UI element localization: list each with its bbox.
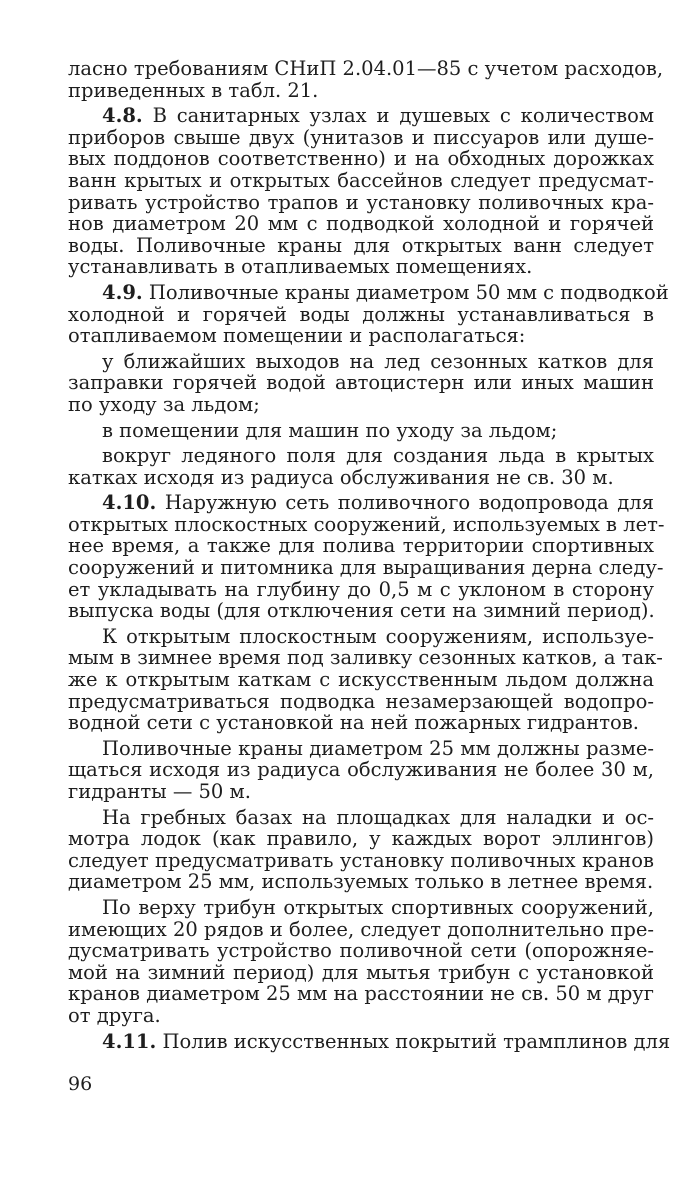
text-line: [68, 492, 654, 514]
paragraph: [68, 280, 669, 348]
text-line: мым в зимнее время под заливку сезонных катков, а так-: [68, 646, 663, 670]
paragraph: [68, 420, 654, 442]
paragraph: [68, 57, 664, 102]
text-line: предусматриваться подводка незамерзающей водопро-: [68, 689, 654, 713]
text-line: [68, 280, 669, 304]
text-line: ет укладывать на глубину до 0,5 м с уклоном в сторону: [68, 577, 654, 601]
text-line: кранов диаметром 25 мм на расстоянии не св. 50 м друг: [68, 982, 654, 1006]
clause-number: 4.10.: [102, 491, 157, 515]
text-line: воды. Поливочные краны для открытых ванн следует: [68, 233, 654, 257]
text-line: ривать устройство трапов и установку поливочных кра-: [68, 190, 654, 214]
text-line: холодной и горячей воды должны устанавливаться в: [68, 302, 654, 326]
text-line: ванн крытых и открытых бассейнов следует предусмат-: [68, 168, 654, 192]
text-line: приведенных в табл. 21.: [68, 78, 319, 102]
paragraph: [68, 738, 654, 803]
text-line: заправки горячей водой автоцистерн или иных машин: [68, 371, 654, 395]
text-line: от друга.: [68, 1003, 161, 1027]
document-page: [68, 57, 671, 1053]
text-line: нов диаметром 20 мм с подводкой холодной и горячей: [68, 212, 654, 236]
text-line: На гребных базах на площадках для наладки и ос-: [102, 805, 654, 829]
text-line: по уходу за льдом;: [68, 392, 260, 416]
text-line: Поливочные краны диаметром 25 мм должны разме-: [102, 736, 654, 760]
paragraph: [68, 105, 654, 278]
text-line: сооружений и питомника для выращивания дерна следу-: [68, 556, 664, 580]
text-line: гидранты — 50 м.: [68, 780, 251, 803]
text-line: [68, 1029, 671, 1053]
text-span: Поливочные краны диаметром 50 мм с подводкой: [142, 280, 669, 304]
text-line: устанавливать в отапливаемых помещениях.: [68, 255, 533, 279]
text-span: Наружную сеть поливочного водопровода для: [156, 491, 654, 515]
text-line: водной сети с установкой на ней пожарных гидрантов.: [68, 711, 639, 735]
text-line: вых поддонов соответственно) и на обходных дорожках: [68, 147, 654, 171]
clause-number: 4.9.: [102, 280, 143, 304]
paragraph: [68, 897, 654, 1027]
page-number: 96: [68, 1073, 93, 1095]
text-line: щаться исходя из радиуса обслуживания не более 30 м,: [68, 758, 654, 782]
paragraph: [68, 351, 654, 416]
text-line: отапливаемом помещении и располагаться:: [68, 324, 526, 348]
paragraph: [68, 807, 654, 893]
clause-number: 4.11.: [102, 1029, 157, 1053]
text-line: мотра лодок (как правило, у каждых ворот эллингов): [68, 827, 654, 851]
text-line: катках исходя из радиуса обслуживания не св. 30 м.: [68, 465, 614, 489]
paragraph: [68, 1029, 671, 1053]
text-line: дусматривать устройство поливочной сети (опорожняе-: [68, 939, 654, 963]
text-line: у ближайших выходов на лед сезонных катков для: [102, 349, 654, 373]
text-line: нее время, а также для полива территории спортивных: [68, 534, 654, 558]
text-line: же к открытым каткам с искусственным льдом должна: [68, 668, 654, 692]
text-line: диаметром 25 мм, используемых только в летнее время.: [68, 870, 654, 894]
clause-number: 4.8.: [102, 104, 143, 128]
text-line: имеющих 20 рядов и более, следует дополнительно пре-: [68, 917, 654, 941]
text-line: следует предусматривать установку поливочных кранов: [68, 848, 654, 872]
text-span: Полив искусственных покрытий трамплинов для: [156, 1029, 671, 1053]
text-line: выпуска воды (для отключения сети на зимний период).: [68, 599, 655, 623]
text-line: К открытым плоскостным сооружениям, используе-: [102, 624, 654, 648]
paragraph: [68, 491, 665, 623]
text-line: в помещении для машин по уходу за льдом;: [102, 418, 558, 442]
text-line: вокруг ледяного поля для создания льда в крытых: [102, 444, 654, 468]
paragraph: [68, 624, 663, 735]
text-line: [68, 105, 654, 127]
text-line: ласно требованиям СНиП 2.04.01—85 с учетом расходов,: [68, 57, 664, 80]
paragraph: [68, 445, 654, 488]
text-span: В санитарных узлах и душевых с количеством: [142, 104, 654, 128]
text-line: приборов свыше двух (унитазов и писсуаров или душе-: [68, 125, 654, 149]
text-line: открытых плоскостных сооружений, используемых в лет-: [68, 512, 665, 536]
text-line: мой на зимний период) для мытья трибун с установкой: [68, 960, 654, 984]
text-line: По верху трибун открытых спортивных сооружений,: [102, 895, 654, 919]
